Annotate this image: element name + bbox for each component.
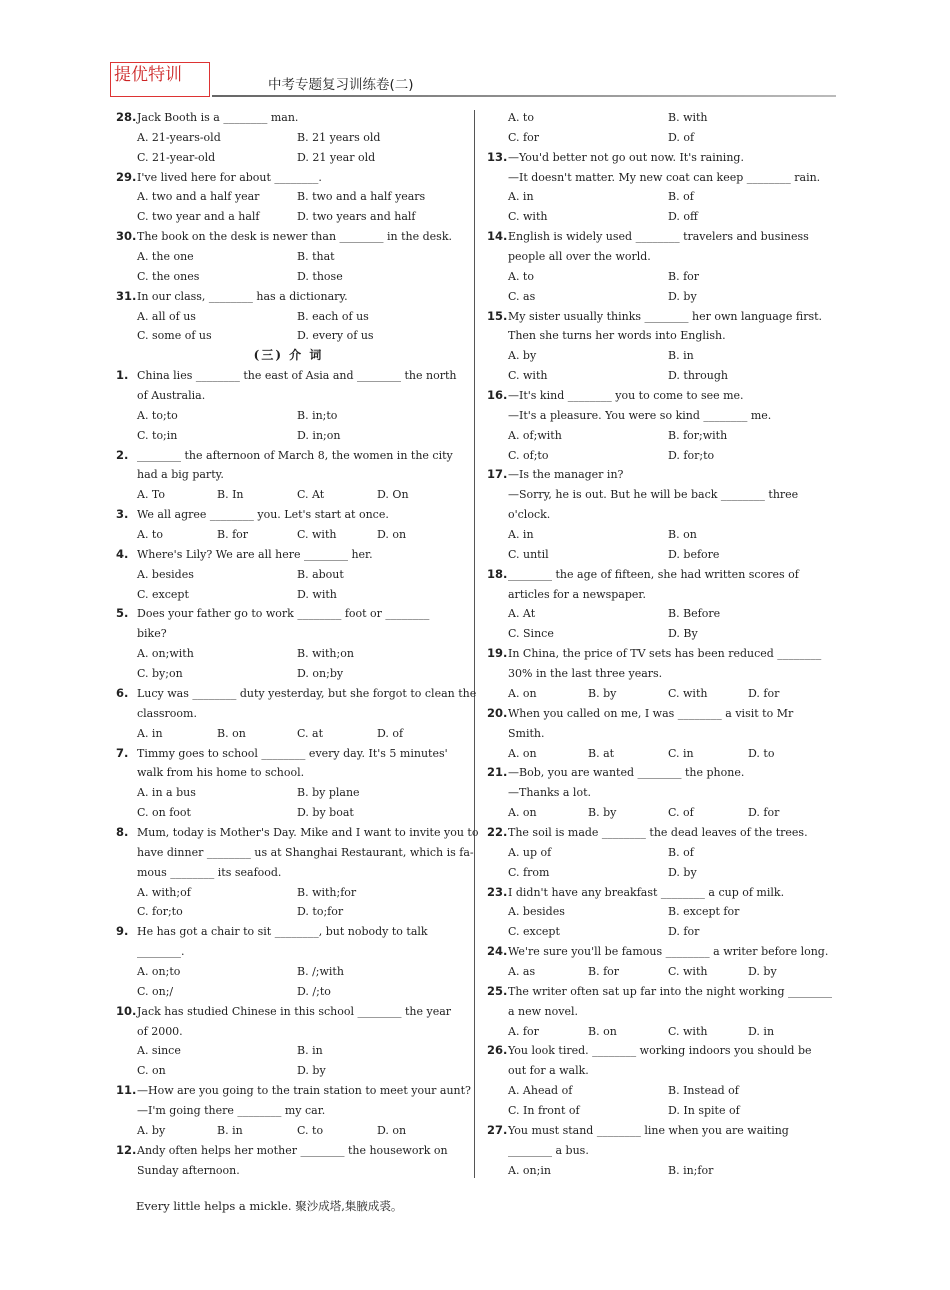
option: D. to;for (297, 905, 344, 919)
option: D. of (377, 726, 404, 740)
option-row (487, 962, 832, 982)
option: C. for;to (137, 905, 183, 919)
option: A. in (508, 528, 534, 542)
question-continuation: a new novel. (508, 1004, 579, 1018)
question-number: 13. (487, 149, 508, 164)
question-text: When you called on me, I was ________ a visit to Mr (508, 706, 794, 720)
option: D. for (668, 925, 700, 939)
question-line (487, 982, 832, 1002)
question-line (116, 604, 461, 624)
option: C. as (508, 289, 536, 303)
question-line (487, 704, 832, 724)
section-heading: (三) 介 词 (253, 348, 324, 363)
option: B. in;for (668, 1163, 714, 1177)
option: D. by (668, 865, 697, 879)
question-text: My sister usually thinks ________ her own language first. (508, 309, 823, 323)
question-text: In China, the price of TV sets has been reduced ________ (508, 647, 822, 661)
option: A. two and a half year (137, 190, 260, 204)
question-line (116, 168, 461, 188)
option-row (116, 585, 461, 605)
option: B. for (217, 528, 249, 542)
option-row (116, 326, 461, 346)
question-text: China lies ________ the east of Asia and ________ the north (137, 369, 457, 383)
question-line (487, 942, 832, 962)
question-line (116, 545, 461, 565)
question-text: The writer often sat up far into the night working ________ (508, 984, 833, 998)
option-row (116, 485, 461, 505)
option: D. In spite of (668, 1103, 740, 1117)
option: B. in (217, 1123, 243, 1137)
question-line (487, 644, 832, 664)
option-row (487, 366, 832, 386)
option-row (487, 684, 832, 704)
option-row (116, 803, 461, 823)
option-row (116, 962, 461, 982)
question-text: —Is the manager in? (508, 468, 624, 482)
question-line (116, 108, 461, 128)
option: C. from (508, 865, 550, 879)
question-text: I didn't have any breakfast ________ a cup of milk. (508, 885, 785, 899)
option: A. on (508, 806, 537, 820)
option: B. except for (668, 905, 740, 919)
question-number: 7. (116, 745, 129, 760)
option-row (487, 525, 832, 545)
question-number: 1. (116, 368, 129, 383)
question-line (116, 744, 461, 764)
option: A. Ahead of (508, 1084, 573, 1098)
option: C. of;to (508, 448, 549, 462)
option: A. in a bus (137, 786, 196, 800)
question-text: Mum, today is Mother's Day. Mike and I want to invite you to (137, 825, 479, 839)
option: A. in (137, 726, 163, 740)
option: C. to;in (137, 428, 178, 442)
option: A. for (508, 1024, 539, 1038)
option: A. since (137, 1044, 181, 1058)
option-row (487, 128, 832, 148)
question-number: 25. (487, 983, 508, 998)
option: B. with;on (297, 647, 354, 661)
option: A. besides (137, 567, 194, 581)
option: B. Before (668, 607, 721, 621)
option-row (487, 267, 832, 287)
question-line (487, 465, 832, 485)
option: A. At (508, 607, 536, 621)
option: D. in (748, 1024, 775, 1038)
question-line (116, 446, 461, 466)
option: C. of (668, 806, 694, 820)
question-line (487, 227, 832, 247)
option: C. Since (508, 627, 554, 641)
option-row (487, 902, 832, 922)
option-row (116, 724, 461, 744)
option: A. by (137, 1123, 166, 1137)
question-line (116, 1002, 461, 1022)
option: A. the one (137, 250, 194, 264)
question-continuation: articles for a newspaper. (508, 587, 646, 601)
option-row (487, 1101, 832, 1121)
footer-proverb: Every little helps a mickle. 聚沙成塔,集腋成裘。 (136, 1199, 403, 1213)
option: A. up of (508, 845, 552, 859)
question-continuation: —Sorry, he is out. But he will be back ________ three (508, 488, 799, 502)
question-number: 24. (487, 944, 508, 959)
option-row (116, 982, 461, 1002)
option-row (116, 307, 461, 327)
option: C. In front of (508, 1103, 580, 1117)
question-text: ________ the age of fifteen, she had written scores of (508, 567, 799, 581)
question-text: Where's Lily? We are all here ________ her. (137, 547, 373, 561)
option: D. for (748, 686, 780, 700)
question-continuation: bike? (137, 627, 167, 641)
option-row (116, 644, 461, 664)
question-number: 2. (116, 447, 129, 462)
option: D. /;to (297, 984, 331, 998)
option: B. of (668, 845, 694, 859)
option: A. as (508, 964, 536, 978)
option: C. with (668, 686, 708, 700)
question-line (487, 1041, 832, 1061)
option-row (487, 287, 832, 307)
option-row (116, 207, 461, 227)
option: C. two year and a half (137, 210, 260, 224)
option-row (116, 247, 461, 267)
option-row (487, 207, 832, 227)
option: C. some of us (137, 329, 212, 343)
option: B. with;for (297, 885, 357, 899)
option: C. with (297, 528, 337, 542)
question-continuation: walk from his home to school. (137, 766, 305, 780)
option: B. on (588, 1024, 617, 1038)
question-continuation: 30% in the last three years. (508, 667, 663, 681)
question-text: Timmy goes to school ________ every day. It's 5 minutes' (137, 746, 448, 760)
left-column (116, 108, 479, 1180)
option-row (487, 187, 832, 207)
option: D. 21 year old (297, 150, 376, 164)
question-number: 3. (116, 507, 129, 522)
option-row (116, 525, 461, 545)
question-text: —It's kind ________ you to come to see me. (508, 389, 744, 403)
question-continuation: of Australia. (137, 389, 206, 403)
question-line (116, 287, 461, 307)
question-continuation: of 2000. (137, 1024, 183, 1038)
option: B. with (668, 111, 708, 124)
option-row (116, 406, 461, 426)
option: C. in (668, 746, 694, 760)
option-row (116, 883, 461, 903)
option: C. on foot (137, 806, 191, 820)
option: B. Instead of (668, 1084, 739, 1098)
option: D. before (668, 547, 720, 561)
option: B. in;to (297, 408, 338, 422)
option: D. for (748, 806, 780, 820)
question-line (116, 922, 461, 942)
option: B. about (297, 567, 344, 581)
option: B. each of us (297, 309, 369, 323)
option: C. the ones (137, 269, 200, 283)
option: B. for (668, 269, 700, 283)
question-continuation: Then she turns her words into English. (508, 329, 726, 343)
question-continuation: Smith. (508, 726, 545, 740)
option-row (487, 1081, 832, 1101)
option: D. with (297, 587, 337, 601)
option: C. until (508, 547, 549, 561)
question-continuation: people all over the world. (508, 250, 651, 264)
question-number: 22. (487, 824, 508, 839)
question-number: 23. (487, 884, 508, 899)
question-text: English is widely used ________ travelers and business (508, 230, 809, 244)
option-row (116, 128, 461, 148)
option: C. for (508, 130, 539, 144)
question-text: He has got a chair to sit ________, but nobody to talk (137, 925, 428, 939)
option-row (116, 1121, 461, 1141)
question-text: —How are you going to the train station to meet your aunt? (137, 1084, 471, 1098)
option-row (487, 624, 832, 644)
question-number: 30. (116, 229, 137, 244)
question-line (487, 148, 832, 168)
option-row (116, 1061, 461, 1081)
question-number: 17. (487, 467, 508, 482)
question-number: 26. (487, 1043, 508, 1058)
option: D. to (748, 746, 775, 760)
option: B. for;with (668, 428, 728, 442)
question-number: 10. (116, 1003, 137, 1018)
question-text: Does your father go to work ________ foot or ________ (137, 607, 430, 621)
option: A. all of us (137, 309, 196, 323)
option: D. two years and half (297, 210, 416, 224)
option: C. with (668, 1024, 708, 1038)
question-number: 5. (116, 606, 129, 621)
option: A. on (508, 686, 537, 700)
column-divider (474, 110, 475, 1178)
option-row (487, 803, 832, 823)
question-text: ________ the afternoon of March 8, the women in the city (137, 448, 453, 462)
question-text: In our class, ________ has a dictionary. (137, 289, 348, 303)
option: D. through (668, 369, 729, 383)
question-continuation: ________ a bus. (508, 1143, 589, 1157)
option-row (487, 744, 832, 764)
question-number: 11. (116, 1083, 137, 1098)
option: B. /;with (297, 964, 344, 978)
question-number: 15. (487, 308, 508, 323)
question-number: 27. (487, 1122, 508, 1137)
option-row (116, 783, 461, 803)
option: D. On (377, 488, 409, 502)
option-row (487, 843, 832, 863)
stamp-label: 提优特训 (110, 62, 210, 97)
option: D. on (377, 528, 407, 542)
question-text: —Bob, you are wanted ________ the phone. (508, 766, 745, 780)
option-row (116, 148, 461, 168)
option: D. off (668, 210, 698, 224)
question-line (116, 684, 477, 704)
question-line (487, 307, 832, 327)
question-number: 4. (116, 546, 129, 561)
question-number: 12. (116, 1142, 137, 1157)
option: B. by plane (297, 786, 360, 800)
option: D. for;to (668, 448, 715, 462)
option-row (487, 1161, 832, 1181)
question-line (487, 565, 832, 585)
option-row (116, 187, 461, 207)
option: C. At (297, 488, 325, 502)
option: A. on (508, 746, 537, 760)
option-row (116, 565, 461, 585)
option: D. in;on (297, 428, 341, 442)
option: D. by (748, 964, 777, 978)
question-text: Andy often helps her mother ________ the housework on (137, 1143, 448, 1157)
header-rule (212, 95, 836, 97)
option: B. on (668, 528, 697, 542)
option: B. by (588, 806, 617, 820)
option-row (487, 426, 832, 446)
option: D. every of us (297, 329, 374, 343)
option: D. of (668, 130, 695, 144)
option: B. of (668, 190, 694, 204)
option-row (487, 604, 832, 624)
question-line (487, 386, 832, 406)
question-text: Jack Booth is a ________ man. (137, 111, 299, 124)
question-text: The book on the desk is newer than ________ in the desk. (137, 230, 452, 244)
option: A. of;with (508, 428, 562, 442)
question-line (116, 366, 461, 386)
question-continuation: had a big party. (137, 468, 224, 482)
question-number: 28. (116, 110, 137, 124)
question-number: 14. (487, 229, 508, 244)
question-line (487, 823, 832, 843)
option: A. besides (508, 905, 565, 919)
question-number: 6. (116, 685, 129, 700)
option: B. 21 years old (297, 130, 381, 144)
option: A. to (508, 111, 534, 124)
question-continuation: —Thanks a lot. (508, 786, 591, 800)
option: B. in (297, 1044, 323, 1058)
question-line (116, 1081, 471, 1101)
option-row (116, 664, 461, 684)
option: D. on (377, 1123, 407, 1137)
option: D. by boat (297, 806, 354, 820)
question-number: 19. (487, 646, 508, 661)
option-row (487, 863, 832, 883)
option: A. on;with (137, 647, 194, 661)
option: D. by (297, 1064, 326, 1078)
question-continuation: o'clock. (508, 508, 551, 522)
question-text: Jack has studied Chinese in this school ________ the year (137, 1004, 452, 1018)
option: A. on;in (508, 1163, 551, 1177)
option-row (487, 446, 832, 466)
option: B. for (588, 964, 620, 978)
question-line (487, 763, 832, 783)
option-row (487, 922, 832, 942)
option: A. to;to (137, 408, 178, 422)
question-text: I've lived here for about ________. (137, 170, 322, 184)
question-text: The soil is made ________ the dead leaves of the trees. (508, 825, 808, 839)
option: A. by (508, 349, 537, 363)
question-number: 21. (487, 765, 508, 780)
option: C. to (297, 1123, 324, 1137)
option: D. those (297, 269, 343, 283)
question-number: 8. (116, 824, 129, 839)
question-line (487, 883, 832, 903)
option-row (487, 346, 832, 366)
question-number: 20. (487, 705, 508, 720)
question-continuation: —It's a pleasure. You were so kind ________ me. (508, 408, 772, 422)
question-text: You look tired. ________ working indoors you should be (508, 1044, 812, 1058)
question-line (487, 1121, 832, 1141)
question-line (116, 823, 479, 843)
option: A. in (508, 190, 534, 204)
question-number: 9. (116, 924, 129, 939)
option: C. with (508, 369, 548, 383)
question-continuation: out for a walk. (508, 1064, 589, 1078)
question-line (116, 1141, 461, 1161)
option: B. in (668, 349, 694, 363)
option-row (487, 108, 832, 128)
question-text: You must stand ________ line when you are waiting (508, 1123, 789, 1137)
question-number: 31. (116, 288, 137, 303)
option: A. 21-years-old (137, 130, 221, 144)
option: B. by (588, 686, 617, 700)
question-number: 18. (487, 566, 508, 581)
option: B. on (217, 726, 246, 740)
right-column (487, 108, 832, 1180)
option-row (487, 545, 832, 565)
option: C. on;/ (137, 984, 174, 998)
question-line (116, 227, 461, 247)
option: A. with;of (137, 885, 191, 899)
option-row (116, 1041, 461, 1061)
question-text: Lucy was ________ duty yesterday, but she forgot to clean the (137, 686, 477, 700)
option-row (116, 267, 461, 287)
page-title: 中考专题复习训练卷(二) (268, 77, 414, 93)
option: A. to (137, 528, 163, 542)
option: D. by (668, 289, 697, 303)
option: A. To (137, 488, 166, 502)
option: A. to (508, 269, 534, 283)
option: C. by;on (137, 667, 183, 681)
option: C. except (137, 587, 189, 601)
question-continuation: mous ________ its seafood. (137, 865, 282, 879)
option: A. on;to (137, 964, 181, 978)
option: C. with (508, 210, 548, 224)
option: D. on;by (297, 667, 344, 681)
question-continuation: ________. (137, 945, 185, 959)
option: D. By (668, 627, 698, 641)
question-line (116, 505, 461, 525)
question-continuation: classroom. (137, 706, 197, 720)
question-continuation: Sunday afternoon. (137, 1163, 240, 1177)
question-text: We all agree ________ you. Let's start at once. (137, 508, 389, 522)
question-text: —You'd better not go out now. It's raining. (508, 150, 744, 164)
option: C. 21-year-old (137, 150, 216, 164)
option-row (487, 1022, 832, 1042)
option: C. except (508, 925, 560, 939)
option: B. In (217, 488, 244, 502)
question-number: 29. (116, 169, 137, 184)
question-text: We're sure you'll be famous ________ a writer before long. (508, 945, 829, 959)
question-continuation: —I'm going there ________ my car. (137, 1103, 326, 1117)
option: B. at (588, 746, 615, 760)
option: B. that (297, 250, 335, 264)
option: C. on (137, 1064, 166, 1078)
option: C. at (297, 726, 323, 740)
option-row (116, 426, 461, 446)
question-number: 16. (487, 388, 508, 403)
question-continuation: have dinner ________ us at Shanghai Restaurant, which is fa- (137, 845, 474, 859)
option: B. two and a half years (297, 190, 426, 204)
question-continuation: —It doesn't matter. My new coat can keep ________ rain. (508, 170, 821, 184)
option-row (116, 902, 461, 922)
option: C. with (668, 964, 708, 978)
